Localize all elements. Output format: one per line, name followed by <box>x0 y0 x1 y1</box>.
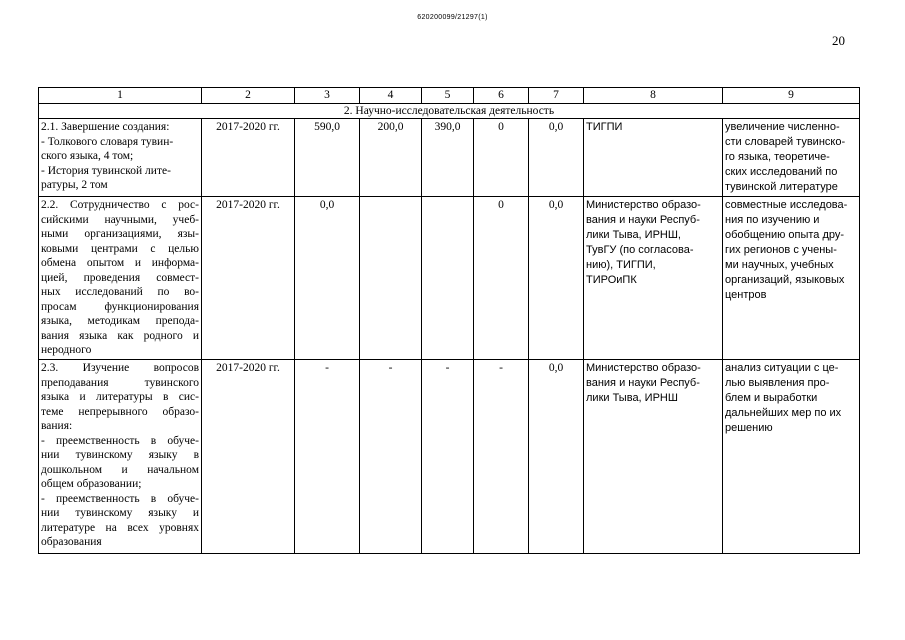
text-line: цией, проведения совмест- <box>41 271 199 284</box>
text-line: литературе на всех уровнях <box>41 521 199 534</box>
text-line: Министерство образо- <box>586 362 701 374</box>
value-cell: - <box>295 360 360 554</box>
text-line: языка, методикам препода- <box>41 315 199 327</box>
value-cell <box>422 197 474 360</box>
period-cell: 2017-2020 гг. <box>202 360 295 554</box>
column-header: 5 <box>422 88 474 104</box>
text-line: ТИРОиПК <box>586 274 637 286</box>
text-line: решению <box>725 422 773 434</box>
value-cell: 0,0 <box>529 119 584 197</box>
text-line: образования <box>41 536 102 548</box>
text-line: сти словарей тувинско- <box>725 136 846 148</box>
text-line: анализ ситуации с це- <box>725 362 839 374</box>
text-line: вания: <box>41 420 73 432</box>
value-cell: - <box>360 360 422 554</box>
text-line: центров <box>725 289 767 301</box>
text-line: - преемственность в обуче- <box>41 492 199 505</box>
value-cell: 0,0 <box>295 197 360 360</box>
value-cell: - <box>422 360 474 554</box>
value-cell: 0 <box>474 119 529 197</box>
text-line: ми научных, учебных <box>725 259 834 271</box>
section-row <box>39 103 860 119</box>
text-line: вания и науки Респуб- <box>586 214 700 226</box>
text-line: обмена опытом и информа- <box>41 257 199 269</box>
text-line: - Толкового словаря тувин- <box>41 135 174 148</box>
text-line: 2.3. Изучение вопросов <box>41 362 199 374</box>
text-line: ского языка, 4 том; <box>41 150 134 162</box>
document-id: 620200099/21297(1) <box>417 14 488 21</box>
column-header: 4 <box>360 88 422 104</box>
activity-cell <box>39 197 202 360</box>
text-line: Министерство образо- <box>586 199 701 211</box>
column-header: 7 <box>529 88 584 104</box>
plan-table <box>38 87 860 554</box>
column-header: 9 <box>723 88 860 104</box>
value-cell: 390,0 <box>422 119 474 197</box>
text-line: преподавания тувинского <box>41 376 199 389</box>
text-line: ских исследований по <box>725 166 838 178</box>
text-line: нии тувинскому языку и <box>41 507 199 519</box>
value-cell: 590,0 <box>295 119 360 197</box>
text-line: общем образовании; <box>41 478 142 490</box>
activity-cell <box>39 119 202 197</box>
value-cell: - <box>474 360 529 554</box>
text-line: нии тувинскому языку в <box>41 449 199 461</box>
text-line: обобщению опыта дру- <box>725 229 845 241</box>
table-row <box>39 119 860 197</box>
text-line: сийскими научными, учеб- <box>41 213 199 226</box>
value-cell: 0 <box>474 197 529 360</box>
table-row <box>39 197 860 360</box>
value-cell <box>360 197 422 360</box>
text-line: лью выявления про- <box>725 377 830 389</box>
executors-cell <box>584 119 723 197</box>
text-line: дальнейших мер по их <box>725 407 842 419</box>
text-line: ковыми центрами с целью <box>41 242 199 255</box>
text-line: ТИГПИ <box>586 121 623 133</box>
text-line: гих регионов с учены- <box>725 244 837 256</box>
value-cell: 0,0 <box>529 360 584 554</box>
column-header: 3 <box>295 88 360 104</box>
text-line: 2.1. Завершение создания: <box>41 121 170 133</box>
text-line: языка и литературы в сис- <box>41 391 199 403</box>
column-header: 1 <box>39 88 202 104</box>
text-line: блем и выработки <box>725 392 818 404</box>
result-cell <box>723 360 860 554</box>
table-row <box>39 360 860 554</box>
column-header: 6 <box>474 88 529 104</box>
period-cell: 2017-2020 гг. <box>202 197 295 360</box>
executors-cell <box>584 197 723 360</box>
text-line: просам функционирования <box>41 300 199 313</box>
section-title: 2. Научно-исследовательская деятельность <box>39 103 860 119</box>
text-line: - История тувинской лите- <box>41 164 171 177</box>
executors-cell <box>584 360 723 554</box>
text-line: го языка, теоретиче- <box>725 151 830 163</box>
text-line: лики Тыва, ИРНШ <box>586 392 678 404</box>
activity-cell <box>39 360 202 554</box>
text-line: ратуры, 2 том <box>41 179 108 191</box>
value-cell: 0,0 <box>529 197 584 360</box>
text-line: нию), ТИГПИ, <box>586 259 656 271</box>
text-line: увеличение численно- <box>725 121 840 133</box>
text-line: ными организациями, язы- <box>41 228 199 240</box>
text-line: тувинской литературе <box>725 181 838 193</box>
text-line: 2.2. Сотрудничество с рос- <box>41 199 199 211</box>
result-cell <box>723 119 860 197</box>
text-line: вания и науки Респуб- <box>586 377 700 389</box>
text-line: - преемственность в обуче- <box>41 434 199 447</box>
text-line: ных исследований по во- <box>41 286 199 298</box>
text-line: ния по изучению и <box>725 214 820 226</box>
page-number: 20 <box>832 33 845 48</box>
text-line: теме непрерывного образо- <box>41 405 199 418</box>
column-header: 2 <box>202 88 295 104</box>
text-line: вания языка как родного и <box>41 329 199 342</box>
period-cell: 2017-2020 гг. <box>202 119 295 197</box>
text-line: неродного <box>41 344 92 356</box>
text-line: лики Тыва, ИРНШ, <box>586 229 681 241</box>
text-line: организаций, языковых <box>725 274 845 286</box>
text-line: дошкольном и начальном <box>41 463 199 476</box>
text-line: ТувГУ (по согласова- <box>586 244 694 256</box>
text-line: совместные исследова- <box>725 199 848 211</box>
result-cell <box>723 197 860 360</box>
value-cell: 200,0 <box>360 119 422 197</box>
column-number-row <box>39 88 860 104</box>
column-header: 8 <box>584 88 723 104</box>
